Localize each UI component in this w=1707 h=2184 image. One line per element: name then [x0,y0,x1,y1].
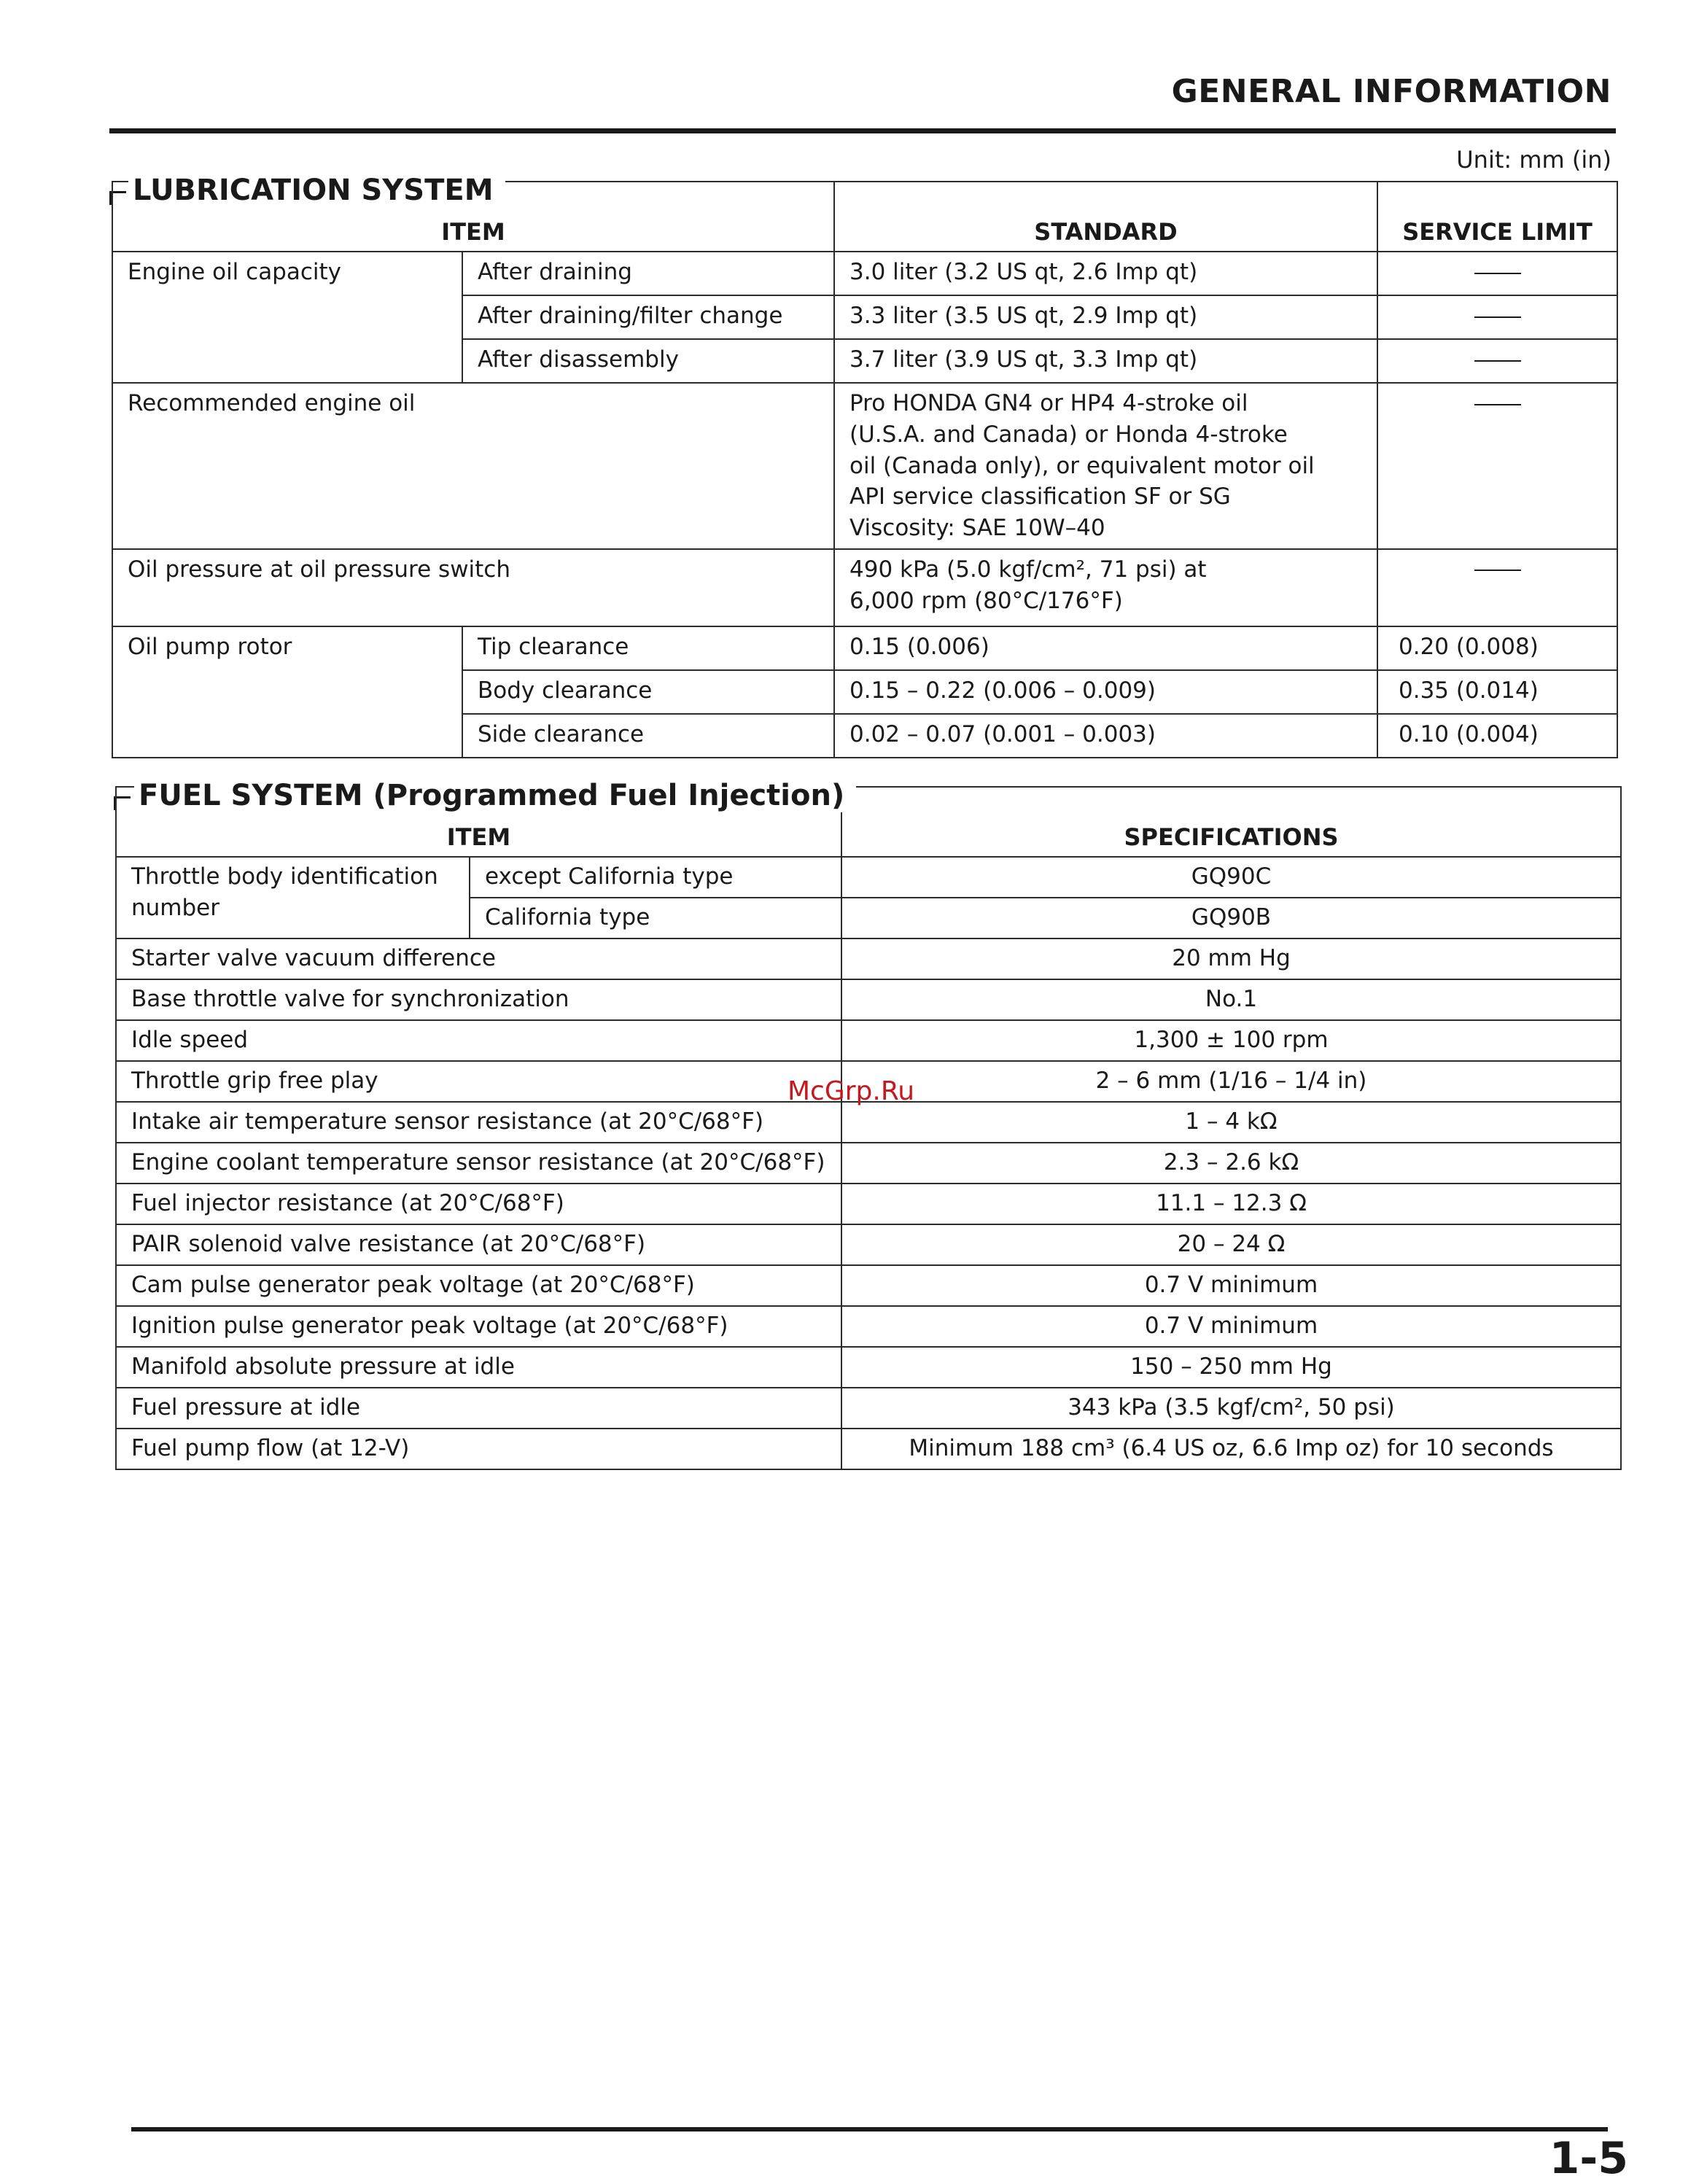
standard-value [834,383,1377,549]
table-row [116,1184,1621,1224]
item-label: Fuel pressure at idle [116,1388,841,1429]
column-header-item: ITEM [112,182,834,252]
watermark-text: McGrp.Ru [788,1076,915,1106]
table-row [116,979,1621,1020]
item-label: Fuel pump flow (at 12-V) [116,1429,841,1469]
table-row [112,252,1617,295]
table-row [116,1306,1621,1347]
spec-value: GQ90C [841,857,1621,898]
item-label: Intake air temperature sensor resistance (at 20°C/68°F) [116,1102,841,1143]
lubrication-spec-table [112,181,1618,758]
standard-value: 3.7 liter (3.9 US qt, 3.3 Imp qt) [834,339,1377,383]
spec-value: 343 kPa (3.5 kgf/cm², 50 psi) [841,1388,1621,1429]
service-limit-value [1377,383,1617,549]
column-header-service-limit: SERVICE LIMIT [1377,182,1617,252]
item-label: PAIR solenoid valve resistance (at 20°C/68°F) [116,1224,841,1265]
standard-line: Pro HONDA GN4 or HP4 4-stroke oil [849,390,1248,416]
item-label: Throttle body identification number [116,857,470,939]
table-row [116,857,1621,898]
spec-value: 0.7 V minimum [841,1265,1621,1306]
item-label: Idle speed [116,1020,841,1061]
footer-rule [131,2127,1608,2131]
table-row [116,1347,1621,1388]
service-limit-value: 0.20 (0.008) [1377,626,1617,670]
spec-value: 150 – 250 mm Hg [841,1347,1621,1388]
item-label: Ignition pulse generator peak voltage (at 20°C/68°F) [116,1306,841,1347]
header-rule [109,128,1616,133]
table-row [112,626,1617,670]
standard-value: 0.15 (0.006) [834,626,1377,670]
standard-value: 0.02 – 0.07 (0.001 – 0.003) [834,714,1377,758]
sub-item-label: After draining/filter change [462,295,834,339]
standard-line: Viscosity: SAE 10W–40 [849,515,1105,542]
standard-line: 6,000 rpm (80°C/176°F) [849,587,1123,614]
standard-value: 3.0 liter (3.2 US qt, 2.6 Imp qt) [834,252,1377,295]
dash-mark [1474,570,1521,571]
column-header-item: ITEM [116,787,841,857]
table-row [116,1102,1621,1143]
lubrication-section-title: LUBRICATION SYSTEM [128,174,505,207]
item-label: Base throttle valve for synchronization [116,979,841,1020]
dash-mark [1474,273,1521,274]
table-row [116,1224,1621,1265]
spec-value: 0.7 V minimum [841,1306,1621,1347]
table-row [112,549,1617,626]
table-row [116,1265,1621,1306]
spec-value: 20 mm Hg [841,939,1621,979]
spec-value: 2 – 6 mm (1/16 – 1/4 in) [841,1061,1621,1102]
item-label: Throttle grip free play [116,1061,841,1102]
spec-value: 11.1 – 12.3 Ω [841,1184,1621,1224]
dash-mark [1474,360,1521,362]
table-row [116,1429,1621,1469]
dash-mark [1474,404,1521,405]
standard-value: 3.3 liter (3.5 US qt, 2.9 Imp qt) [834,295,1377,339]
fuel-section-title: FUEL SYSTEM (Programmed Fuel Injection) [134,779,856,812]
table-row [112,383,1617,549]
item-label: Manifold absolute pressure at idle [116,1347,841,1388]
item-label: Fuel injector resistance (at 20°C/68°F) [116,1184,841,1224]
spec-value: 1,300 ± 100 rpm [841,1020,1621,1061]
spec-value: 2.3 – 2.6 kΩ [841,1143,1621,1184]
service-limit-value: 0.10 (0.004) [1377,714,1617,758]
table-row [116,1388,1621,1429]
sub-item-label: After disassembly [462,339,834,383]
page-header-title: GENERAL INFORMATION [1171,73,1611,110]
fuel-spec-table [115,786,1622,1470]
sub-item-label: Tip clearance [462,626,834,670]
item-label: Recommended engine oil [112,383,834,549]
item-label: Oil pressure at oil pressure switch [112,549,834,626]
table-row [116,1020,1621,1061]
unit-note: Unit: mm (in) [1456,146,1611,174]
standard-line: API service classification SF or SG [849,483,1231,510]
service-limit-value [1377,295,1617,339]
sub-item-label: Side clearance [462,714,834,758]
service-limit-value: 0.35 (0.014) [1377,670,1617,714]
item-label: Engine oil capacity [112,252,462,383]
item-label: Starter valve vacuum difference [116,939,841,979]
standard-line: (U.S.A. and Canada) or Honda 4-stroke [849,421,1288,448]
spec-value: 20 – 24 Ω [841,1224,1621,1265]
sub-item-label: After draining [462,252,834,295]
service-limit-value [1377,549,1617,626]
table-row [116,939,1621,979]
item-label: Engine coolant temperature sensor resistance (at 20°C/68°F) [116,1143,841,1184]
table-row [116,1143,1621,1184]
column-header-standard: STANDARD [834,182,1377,252]
service-limit-value [1377,339,1617,383]
standard-line: oil (Canada only), or equivalent motor oil [849,452,1315,479]
item-label: Oil pump rotor [112,626,462,758]
spec-value: Minimum 188 cm³ (6.4 US oz, 6.6 Imp oz) for 10 seconds [841,1429,1621,1469]
standard-value [834,549,1377,626]
item-label: Cam pulse generator peak voltage (at 20°C/68°F) [116,1265,841,1306]
spec-value: 1 – 4 kΩ [841,1102,1621,1143]
spec-value: No.1 [841,979,1621,1020]
dash-mark [1474,316,1521,318]
sub-item-label: California type [470,898,841,939]
standard-line: 490 kPa (5.0 kgf/cm², 71 psi) at [849,556,1207,583]
column-header-specifications: SPECIFICATIONS [841,787,1621,857]
sub-item-label: Body clearance [462,670,834,714]
service-limit-value [1377,252,1617,295]
page-number: 1-5 [1549,2133,1628,2184]
sub-item-label: except California type [470,857,841,898]
standard-value: 0.15 – 0.22 (0.006 – 0.009) [834,670,1377,714]
spec-value: GQ90B [841,898,1621,939]
